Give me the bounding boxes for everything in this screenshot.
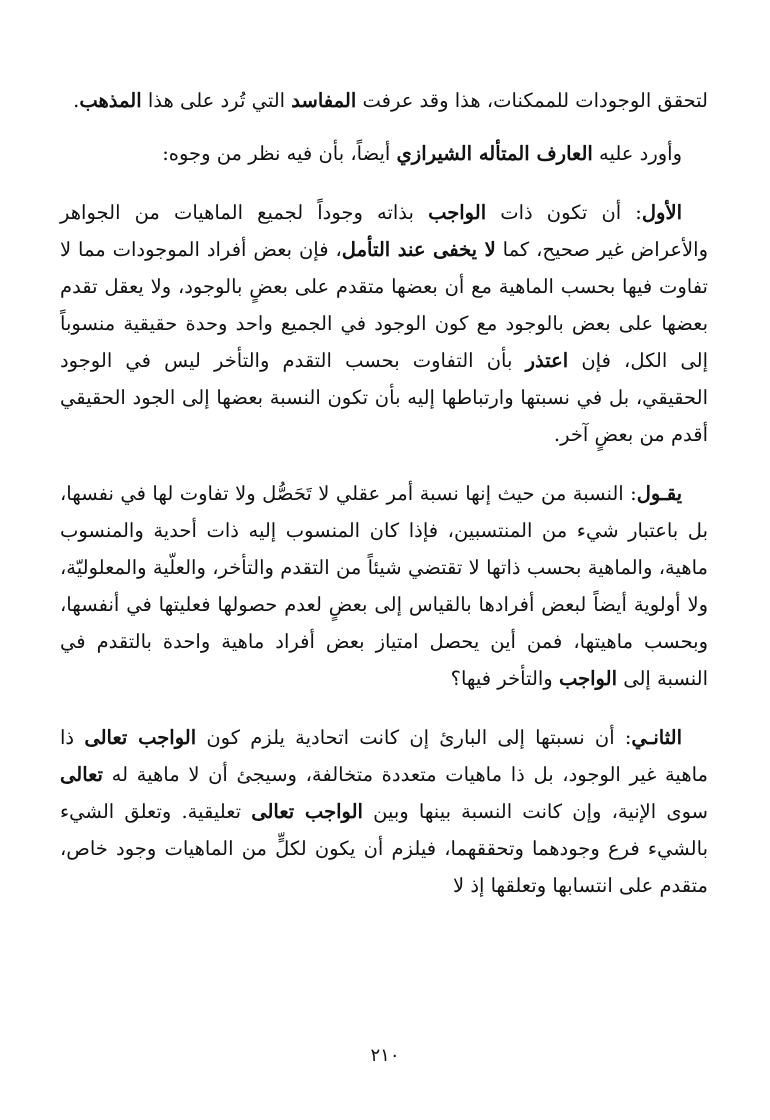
text-run: تعليقية. وتعلق الشيء بالشيء فرع وجودهما وتحققهما، فيلزم أن يكون لكلٍّ من الماهيات وجود خاص، متقدم على انتسابها وتعلقها إذ لا: [60, 800, 708, 897]
text-run: أيضاً، بأن فيه نظر من وجوه:: [162, 142, 397, 165]
text-run: : النسبة من حيث إنها نسبة أمر عقلي لا تَحَصُّل ولا تفاوت لها في نفسها، بل باعتبار شيء من المنتسبين، فإذا كان المنسوب إليه ذات أحدية والمنسوب ماهية، والماهية بحسب ذاتها لا تقتضي شيئاً من التقدم والتأخر، والعلّية والمعلوليّة، ولا أولوية أيضاً لبعض أفرادها بالقياس إلى بعضٍ لعدم حصولها فعليتها في أنفسها، وبحسب ماهيتها، فمن أين يحصل امتياز بعض أفراد ماهية واحدة بالتقدم في النسبة إلى: [60, 482, 708, 690]
bold-term: الواجب: [428, 201, 487, 224]
bold-term: لا يخفى عند التأمل: [341, 238, 496, 261]
body-text: [60, 82, 708, 904]
text-run: بذاته وجوداً لجميع الماهيات من الجواهر والأعراض غير صحيح، كما: [60, 201, 709, 261]
text-run: لتحقق الوجودات للممكنات، هذا وقد عرفت: [356, 89, 708, 112]
text-run: بأن التفاوت بحسب التقدم والتأخر ليس في الوجود الحقيقي، بل في نسبتها وارتباطها إليه بأن تكون النسبة بعضها إلى الجود الحقيقي أقدم من بعضٍ آخر.: [60, 349, 708, 446]
paragraph-response: [60, 475, 708, 697]
paragraph-2: [60, 135, 708, 172]
text-run: ذا ماهية غير الوجود، بل ذا ماهيات متعددة متخالفة، وسيجئ أن لا ماهية له: [60, 726, 708, 786]
bold-term: المذهب: [79, 89, 142, 112]
section-heading-first: الأول: [641, 201, 682, 224]
bold-term: الواجب تعالى: [251, 800, 363, 823]
bold-term: تعالى: [60, 763, 103, 786]
text-run: ، فإن بعض أفراد الموجودات مما لا تفاوت فيها بحسب الماهية مع أن بعضها متقدم على بعضٍ بالوجود، ولا يعقل تقدم بعضها على بعض بالوجود مع كون الوجود في الجميع واحد وحدة حقيقية منسوباً إلى الكل، فإن: [60, 238, 708, 372]
page-number: ٢١٠: [370, 1045, 400, 1066]
bold-term: العارف المتأله الشيرازي: [396, 142, 593, 165]
text-run: وأورد عليه: [592, 142, 682, 165]
text-run: والتأخر فيها؟: [450, 667, 559, 690]
section-heading-second: الثانـي: [631, 726, 682, 749]
text-run: .: [73, 89, 80, 112]
bold-term: اعتذر: [525, 349, 569, 372]
bold-term: الواجب: [558, 667, 617, 690]
text-run: سوى الإنية، وإن كانت النسبة بينها وبين: [362, 800, 708, 823]
paragraph-1: [60, 82, 708, 119]
text-run: : أن نسبتها إلى البارئ إن كانت اتحادية يلزم كون: [196, 726, 632, 749]
bold-term: الواجب تعالى: [84, 726, 197, 749]
bold-term: المفاسد: [291, 89, 357, 112]
text-run: التي تُرد على هذا: [141, 89, 292, 112]
paragraph-second-objection: [60, 719, 708, 904]
section-heading-response: يقـول: [636, 482, 682, 505]
text-run: : أن تكون ذات: [486, 201, 642, 224]
paragraph-first-objection: [60, 194, 708, 453]
